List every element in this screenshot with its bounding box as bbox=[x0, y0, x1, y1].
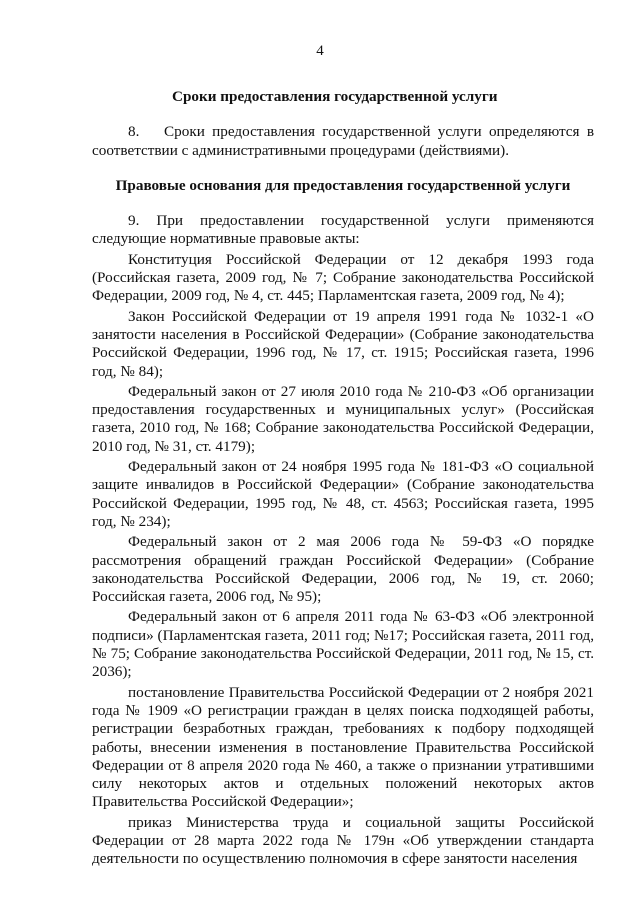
page-number: 4 bbox=[316, 43, 324, 59]
legal-act-210-fz: Федеральный закон от 27 июля 2010 года № 210-ФЗ «Об организации предоставления государственных и муниципальных услуг» (Российская газета, 2010 год, № 168; Собрание законодательства Российской Федерации, 2010 год, № 31, ст. 4179); bbox=[92, 382, 594, 455]
item-number: 8. bbox=[128, 123, 140, 141]
legal-act-constitution: Конституция Российской Федерации от 12 декабря 1993 года (Российская газета, 2009 год, № 7; Собрание законодательства Российской Федерации, 2009 год, № 4, ст. 445; Парламентская газета, 2009 год, № 4); bbox=[92, 250, 594, 305]
item-8-text: Сроки предоставления государственной услуги определяются в соответствии с административными процедурами (действиями). bbox=[92, 123, 594, 159]
paragraph-item-9-intro: 9. При предоставлении государственной услуги применяются следующие нормативные правовые акты: bbox=[92, 212, 594, 248]
legal-act-employment-law: Закон Российской Федерации от 19 апреля 1991 года № 1032-1 «О занятости населения в Российской Федерации» (Собрание законодательства Российской Федерации, 1996 год, № 17, ст. 1915; Российская газета, 1996 год, № 84); bbox=[92, 307, 594, 380]
document-body bbox=[92, 88, 594, 869]
paragraph-item-8 bbox=[92, 123, 594, 160]
legal-act-59-fz: Федеральный закон от 2 мая 2006 года № 59-ФЗ «О порядке рассмотрения обращений граждан Российской Федерации» (Собрание законодательства Российской Федерации, 2006 год, № 19, ст. 2060; Российская газета, 2006 год, № 95); bbox=[92, 533, 594, 606]
section-heading-legal-basis: Правовые основания для предоставления государственной услуги bbox=[115, 176, 571, 194]
legal-act-resolution-1909: постановление Правительства Российской Федерации от 2 ноября 2021 года № 1909 «О регистрации граждан в целях поиска подходящей работы, регистрации безработных граждан, требованиях к подбору подходящей работы, внесении изменения в постановление Правительства Российской Федерации от 8 апреля 2020 года № 460, а также о признании утратившими силу некоторых актов и отдельных положений некоторых актов Правительства Российской Федерации»; bbox=[92, 683, 594, 811]
legal-act-order-179n: приказ Министерства труда и социальной защиты Российской Федерации от 28 марта 2022 года № 179н «Об утверждении стандарта деятельности по осуществлению полномочия в сфере занятости населения bbox=[92, 813, 594, 868]
legal-act-63-fz: Федеральный закон от 6 апреля 2011 года № 63-ФЗ «Об электронной подписи» (Парламентская газета, 2011 год; №17; Российская газета, 2011 год, № 75; Собрание законодательства Российской Федерации, 2011 год, № 15, ст. 2036); bbox=[92, 608, 594, 681]
section-heading-terms: Сроки предоставления государственной услуги bbox=[172, 88, 498, 105]
legal-act-181-fz: Федеральный закон от 24 ноября 1995 года № 181-ФЗ «О социальной защите инвалидов в Российской Федерации» (Собрание законодательства Российской Федерации, 1995 год, № 48, ст. 4563; Российская газета, 1995 год, № 234); bbox=[92, 458, 594, 530]
